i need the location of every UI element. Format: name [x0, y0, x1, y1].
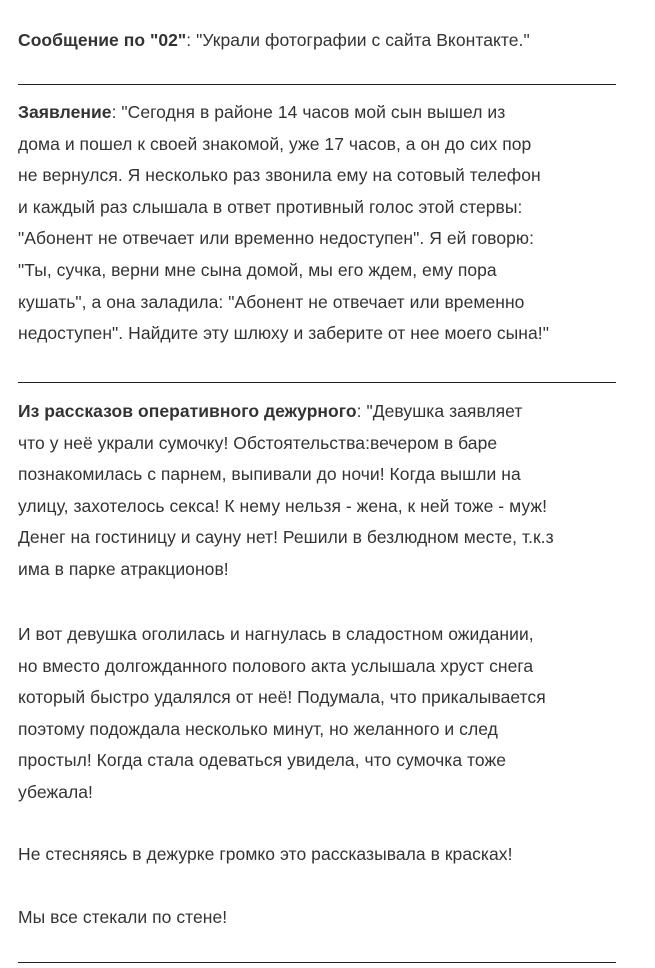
story-3-p2-line: убежала! — [18, 781, 93, 802]
story-2-lead: Заявление — [18, 102, 112, 122]
story-3-line — [18, 396, 633, 428]
story-2-line: кушать", а она заладила: "Абонент не отвечает или временно — [18, 291, 525, 312]
story-2-text: : "Сегодня в районе 14 часов мой сын вышел из — [111, 102, 506, 122]
story-3-paragraph-4: Мы все стекали по стене! — [18, 907, 228, 927]
story-3-line: има в парке атракционов! — [18, 558, 229, 579]
story-3-line: Денег на гостиницу и сауну нет! Решили в безлюдном месте, т.к.з — [18, 527, 554, 548]
story-2-line: не вернулся. Я несколько раз звонила ему на сотовый телефон — [18, 165, 541, 186]
story-1-line: : "Украли фотографии с сайта Вконтакте." — [186, 30, 530, 50]
story-3-paragraph-2 — [18, 619, 633, 809]
story-3-text: : "Девушка заявляет — [356, 401, 523, 421]
story-3-line: улицу, захотелось секса! К нему нельзя - жена, к ней тоже - муж! — [18, 495, 548, 516]
story-2-line: дома и пошел к своей знакомой, уже 17 часов, а он до сих пор — [18, 133, 532, 154]
story-3-line: что у неё украли сумочку! Обстоятельства:вечером в баре — [18, 432, 498, 453]
story-3-p2-line: простыл! Когда стала одеваться увидела, что сумочка тоже — [18, 750, 507, 771]
story-2-line: "Ты, сучка, верни мне сына домой, мы его ждем, ему пора — [18, 259, 497, 280]
story-3-lead: Из рассказов оперативного дежурного — [18, 401, 357, 421]
story-2-line: и каждый раз слышала в ответ противный голос этой стервы: — [18, 196, 523, 217]
story-3-p2-line: поэтому подождала несколько минут, но желанного и след — [18, 718, 498, 739]
story-3-p2-line: который быстро удалялся от неё! Подумала, что прикалывается — [18, 687, 546, 708]
story-2-line: "Абонент не отвечает или временно недоступен". Я ей говорю: — [18, 228, 534, 249]
story-2-line: недоступен". Найдите эту шлюху и заберите от нее моего сына!" — [18, 323, 549, 344]
story-3 — [18, 396, 633, 586]
story-2-line — [18, 97, 633, 129]
story-1 — [18, 25, 633, 57]
divider — [18, 962, 616, 963]
divider — [18, 84, 616, 85]
story-3-p2-line: И вот девушка оголилась и нагнулась в сладостном ожидании, — [18, 624, 534, 644]
story-2 — [18, 97, 633, 350]
divider — [18, 382, 616, 383]
story-1-lead: Сообщение по "02" — [18, 30, 187, 50]
story-3-paragraph-3: Не стесняясь в дежурке громко это рассказывала в красках! — [18, 844, 513, 864]
story-3-p2-line: но вместо долгожданного полового акта услышала хруст снега — [18, 655, 534, 676]
story-3-line: познакомилась с парнем, выпивали до ночи! Когда вышли на — [18, 464, 521, 485]
